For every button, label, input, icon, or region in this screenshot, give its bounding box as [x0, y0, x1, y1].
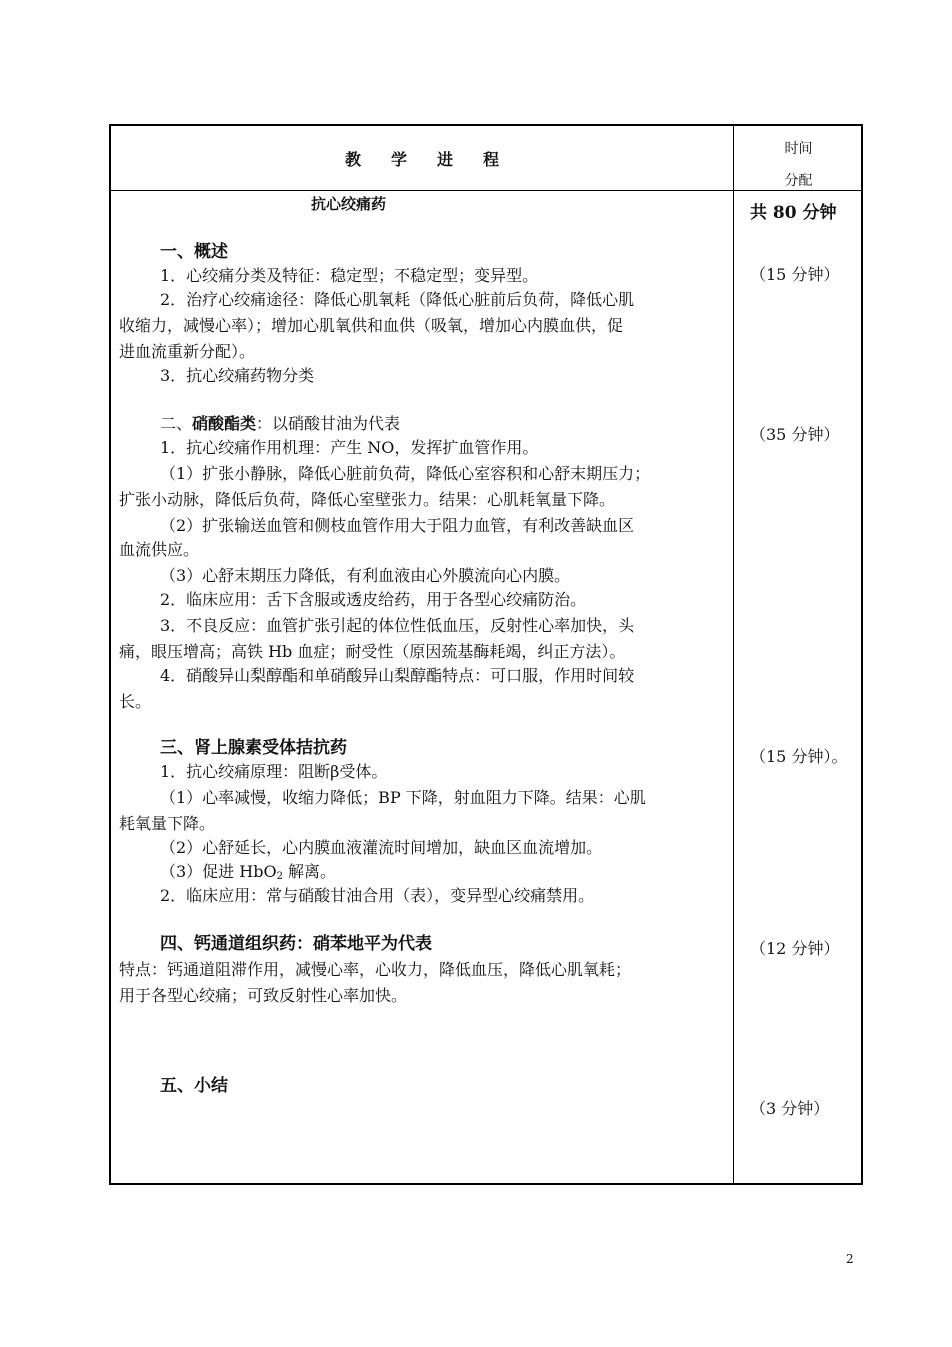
header-teaching-process: 教学进程: [344, 149, 529, 169]
header-time-line2: 分配: [784, 173, 813, 189]
section1-heading: 一、概述: [160, 242, 228, 262]
header-time-allocation: [734, 126, 863, 190]
section2-line: 长。: [119, 692, 152, 711]
section2-line: 痛，眼压增高；高铁 Hb 血症；耐受性（原因巯基酶耗竭，纠正方法）。: [119, 642, 626, 661]
section1-line: 进血流重新分配）。: [119, 342, 256, 361]
column-divider: [733, 126, 734, 1183]
hbo2-post: 解离。: [282, 862, 337, 881]
section2-time: （35 分钟）: [750, 425, 840, 444]
section1-time: （15 分钟）: [750, 265, 840, 284]
section2-line: （1）扩张小静脉，降低心脏前负荷，降低心室容积和心舒末期压力；: [160, 464, 651, 483]
section2-heading-rest: ：以硝酸甘油为代表: [256, 414, 401, 433]
section2-line: 扩张小动脉，降低后负荷，降低心室壁张力。结果：心肌耗氧量下降。: [119, 490, 616, 509]
section1-line: 3．抗心绞痛药物分类: [160, 366, 315, 385]
section1-line: 2．治疗心绞痛途径：降低心肌氧耗（降低心脏前后负荷，降低心肌: [160, 290, 635, 309]
section3-time: （15 分钟）。: [750, 747, 848, 766]
section4-line: 特点：钙通道阻滞作用，减慢心率，心收力，降低血压，降低心肌氧耗；: [119, 960, 632, 979]
section2-heading-prefix: 二、: [160, 414, 193, 433]
section2-line: 2．临床应用：舌下含服或透皮给药，用于各型心绞痛防治。: [160, 590, 587, 609]
section2-line: 1．抗心绞痛作用机理：产生 NO，发挥扩血管作用。: [160, 438, 539, 457]
section5-heading: 五、小结: [160, 1076, 228, 1096]
section4-line: 用于各型心绞痛；可致反射性心率加快。: [119, 986, 408, 1005]
section2-line: 3．不良反应：血管扩张引起的体位性低血压，反射性心率加快，头: [160, 616, 635, 635]
hbo2-pre: （3）促进 HbO: [160, 862, 277, 881]
header-time-line1: 时间: [784, 141, 813, 157]
section1-line: 1．心绞痛分类及特征：稳定型；不稳定型；变异型。: [160, 266, 539, 285]
section2-heading: [160, 412, 400, 436]
section3-line: （1）心率减慢，收缩力降低；BP 下降，射血阻力下降。结果：心肌: [160, 788, 646, 807]
section3-line: 2．临床应用：常与硝酸甘油合用（表），变异型心绞痛禁用。: [160, 886, 595, 905]
hbo2-sub: 2: [276, 871, 283, 882]
section3-line: 1．抗心绞痛原理：阻断β受体。: [160, 762, 388, 781]
section2-heading-bold: 硝酸酯类: [192, 414, 257, 433]
section2-line: 血流供应。: [119, 540, 200, 559]
section2-line: （3）心舒末期压力降低，有利血液由心外膜流向心内膜。: [160, 566, 571, 585]
section5-time: （3 分钟）: [750, 1099, 830, 1118]
section1-line: 收缩力，减慢心率）；增加心肌氧供和血供（吸氧，增加心内膜血供，促: [119, 316, 624, 335]
section3-line: （2）心舒延长，心内膜血液灌流时间增加，缺血区血流增加。: [160, 838, 603, 857]
header-divider: [111, 190, 861, 191]
section4-heading: 四、钙通道组织药：硝苯地平为代表: [160, 934, 432, 954]
section3-line: 耗氧量下降。: [119, 814, 216, 833]
section2-line: 4．硝酸异山梨醇酯和单硝酸异山梨醇酯特点：可口服，作用时间较: [160, 666, 635, 685]
page-number: 2: [846, 1252, 854, 1266]
lesson-title: 抗心绞痛药: [311, 195, 387, 213]
section2-line: （2）扩张输送血管和侧枝血管作用大于阻力血管，有利改善缺血区: [160, 516, 635, 535]
total-time: 共 80 分钟: [750, 203, 837, 223]
section4-time: （12 分钟）: [750, 939, 840, 958]
section3-heading: 三、肾上腺素受体拮抗药: [160, 738, 347, 758]
